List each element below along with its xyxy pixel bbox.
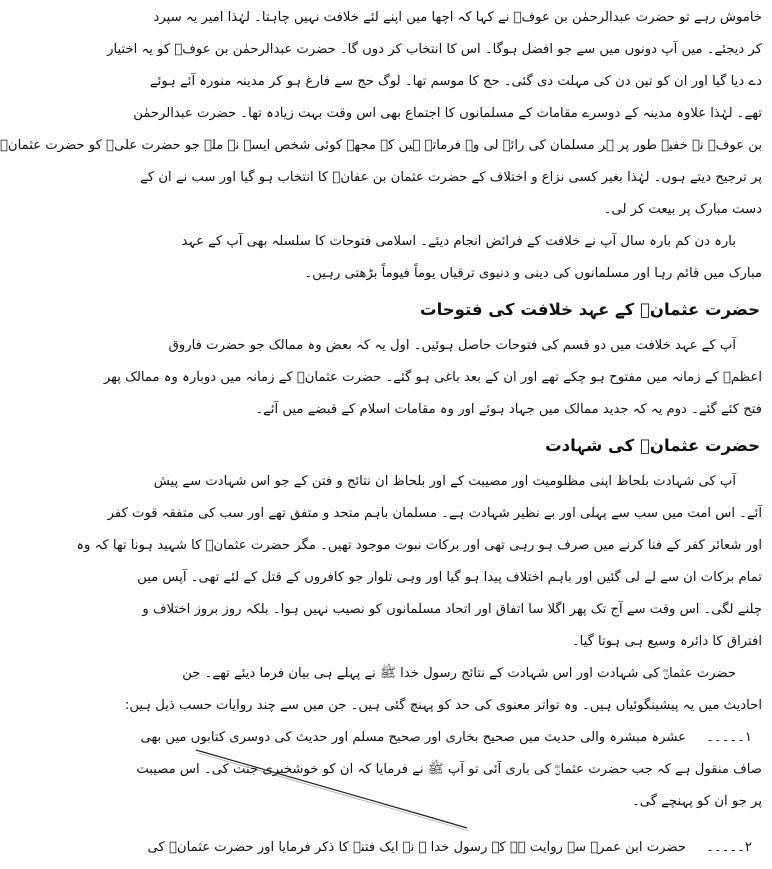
- numbered-item-1-marker: ۱۔۔۔۔۔: [706, 730, 752, 745]
- section-heading-martyrdom: حضرت عثمانؓ کی شہادت: [545, 436, 760, 455]
- numbered-item-2-line-1: [147, 832, 762, 864]
- numbered-item-1-line-1: [140, 722, 762, 754]
- paragraph-1-line-2: کر دیجئے۔ میں آپ دونوں میں سے جو افضل ہوگا۔ اس کا انتخاب کر دوں گا۔ حضرت عبدالرحمٰن بن عوفؓ کو یہ اختیار: [107, 42, 762, 57]
- section-heading-conquests: حضرت عثمانؓ کے عہد خلافت کی فتوحات: [420, 300, 760, 319]
- paragraph-5-line-2: احادیث میں یہ پیشینگوئیاں ہیں۔ وہ تواتر معنوی کی حد کو پہنچ گئی ہیں۔ جن میں سے چند روایات حسب ذیل ہیں:: [124, 698, 762, 713]
- paragraph-1-line-6: پر ترجیح دیتے ہوں۔ لہٰذا بغیر کسی نزاع و اختلاف کے حضرت عثمان بن عفانؓ کا انتخاب ہو گیا اور سب نے ان کے: [140, 170, 762, 185]
- numbered-item-2-marker: ۲۔۔۔۔۔: [706, 840, 752, 855]
- paragraph-1-line-1: خاموش رہے تو حضرت عبدالرحمٰن بن عوفؓ نے کہا کہ اچھا میں اپنے لئے خلافت نہیں چاہتا۔ لہٰذا امیر یہ سپرد: [153, 10, 762, 25]
- paragraph-4-line-3: اور شعائر کفر کے فنا کرنے میں صرف ہو رہی تھی اور برکات نبوت موجود تھیں۔ مگر حضرت عثمانؓ کا شہید ہونا تھا کہ وہ: [76, 538, 762, 553]
- paragraph-4-line-2: آئے۔ اس امت میں سب سے پہلی اور بے نظیر شہادت ہے۔ مسلمان باہم متحد و متفق تھے اور سب کی متفقہ قوت کفر: [107, 506, 762, 521]
- numbered-item-1-text-1: عشرہ مبشرہ والی حدیث میں صحیح بخاری اور صحیح مسلم اور حدیث کی دوسری کتابوں میں بھی: [140, 730, 686, 745]
- paragraph-4-line-4: تمام برکات ان سے لے لی گئیں اور باہم اختلاف پیدا ہو گیا اور وہی تلوار جو کافروں کے قتل کے لئے تھی۔ آپس میں: [137, 570, 762, 585]
- paragraph-2-line-1: بارہ دن کم بارہ سال آپ نے خلافت کے فرائض انجام دیئے۔ اسلامی فتوحات کا سلسلہ بھی آپ کے عہد: [181, 234, 736, 249]
- paragraph-4-line-5: چلنے لگی۔ اس وقت سے آج تک پھر اگلا سا اتفاق اور اتحاد مسلمانوں کو نصیب نہیں ہوا۔ بلکہ روز بروز اختلاف و: [142, 602, 762, 617]
- paragraph-2-line-2: مبارک میں قائم رہا اور مسلمانوں کی دینی و دنیوی ترقیاں یوماً فیوماً بڑھتی رہیں۔: [304, 266, 762, 281]
- numbered-item-1-line-2: صاف منقول ہے کہ جب حضرت عثمانؓ کی باری آئی تو آپ ﷺ نے فرمایا کہ ان کو خوشخبری جنت کی۔ اس مصیبت: [136, 762, 762, 777]
- paragraph-4-line-1: آپ کی شہادت بلحاظ اپنی مظلومیت اور مصیبت کے اور بلحاظ ان نتائج و فتن کے جو اس شہادت سے پیش: [153, 474, 736, 489]
- paragraph-3-line-2: اعظمؓ کے زمانہ میں مفتوح ہو چکے تھے اور ان کے بعد باغی ہو گئے۔ حضرت عثمانؓ کے زمانہ میں دوبارہ وہ ممالک پھر: [103, 370, 762, 385]
- paragraph-3-line-1: آپ کے عہد خلافت میں دو قسم کی فتوحات حاصل ہوئیں۔ اول یہ کہ بعض وہ ممالک جو حضرت فاروق: [168, 338, 736, 353]
- paragraph-1-line-5: بن عوفؓ نے خفیہ طور پر ہر مسلمان کی رائے لی وہ فرماتے ہیں کہ مجھے کوئی شخص ایسے نہ ملے جو حضرت علیؓ کو حضرت عثمانؓ: [0, 138, 762, 153]
- paragraph-4-line-6: افتراق کا دائرہ وسیع ہی ہوتا گیا۔: [571, 634, 762, 649]
- paragraph-1-line-3: دے دیا گیا اور ان کو تین دن کی مہلت دی گئی۔ حج کا موسم تھا۔ لوگ حج سے فارغ ہو کر مدینہ منورہ آئے ہوئے: [149, 74, 762, 89]
- paragraph-3-line-3: فتح کئے گئے۔ دوم یہ کہ جدید ممالک میں جہاد ہوئے اور وہ مقامات اسلام کے قبضے میں آئے۔: [255, 402, 762, 417]
- numbered-item-2-text-1: حضرت ابن عمرؓ سے روایت ہے کہ رسول خدا ﷺ نے ایک فتنہ کا ذکر فرمایا اور حضرت عثمانؓ کی: [147, 840, 686, 855]
- paragraph-1-line-4: تھے۔ لہٰذا علاوہ مدینہ کے دوسرے مقامات کے مسلمانوں کا اجتماع بھی اس وقت بہت زیادہ تھا۔ حضرت عبدالرحمٰن: [133, 106, 762, 121]
- paragraph-5-line-1: حضرت عثمانؓ کی شہادت اور اس شہادت کے نتائج رسول خدا ﷺ نے پہلے ہی بیان فرما دیئے تھے۔ جن: [182, 666, 736, 681]
- numbered-item-1-line-3: پر جو ان کو پہنچے گی۔: [632, 794, 762, 809]
- paragraph-1-line-7: دست مبارک پر بیعت کر لی۔: [603, 202, 762, 217]
